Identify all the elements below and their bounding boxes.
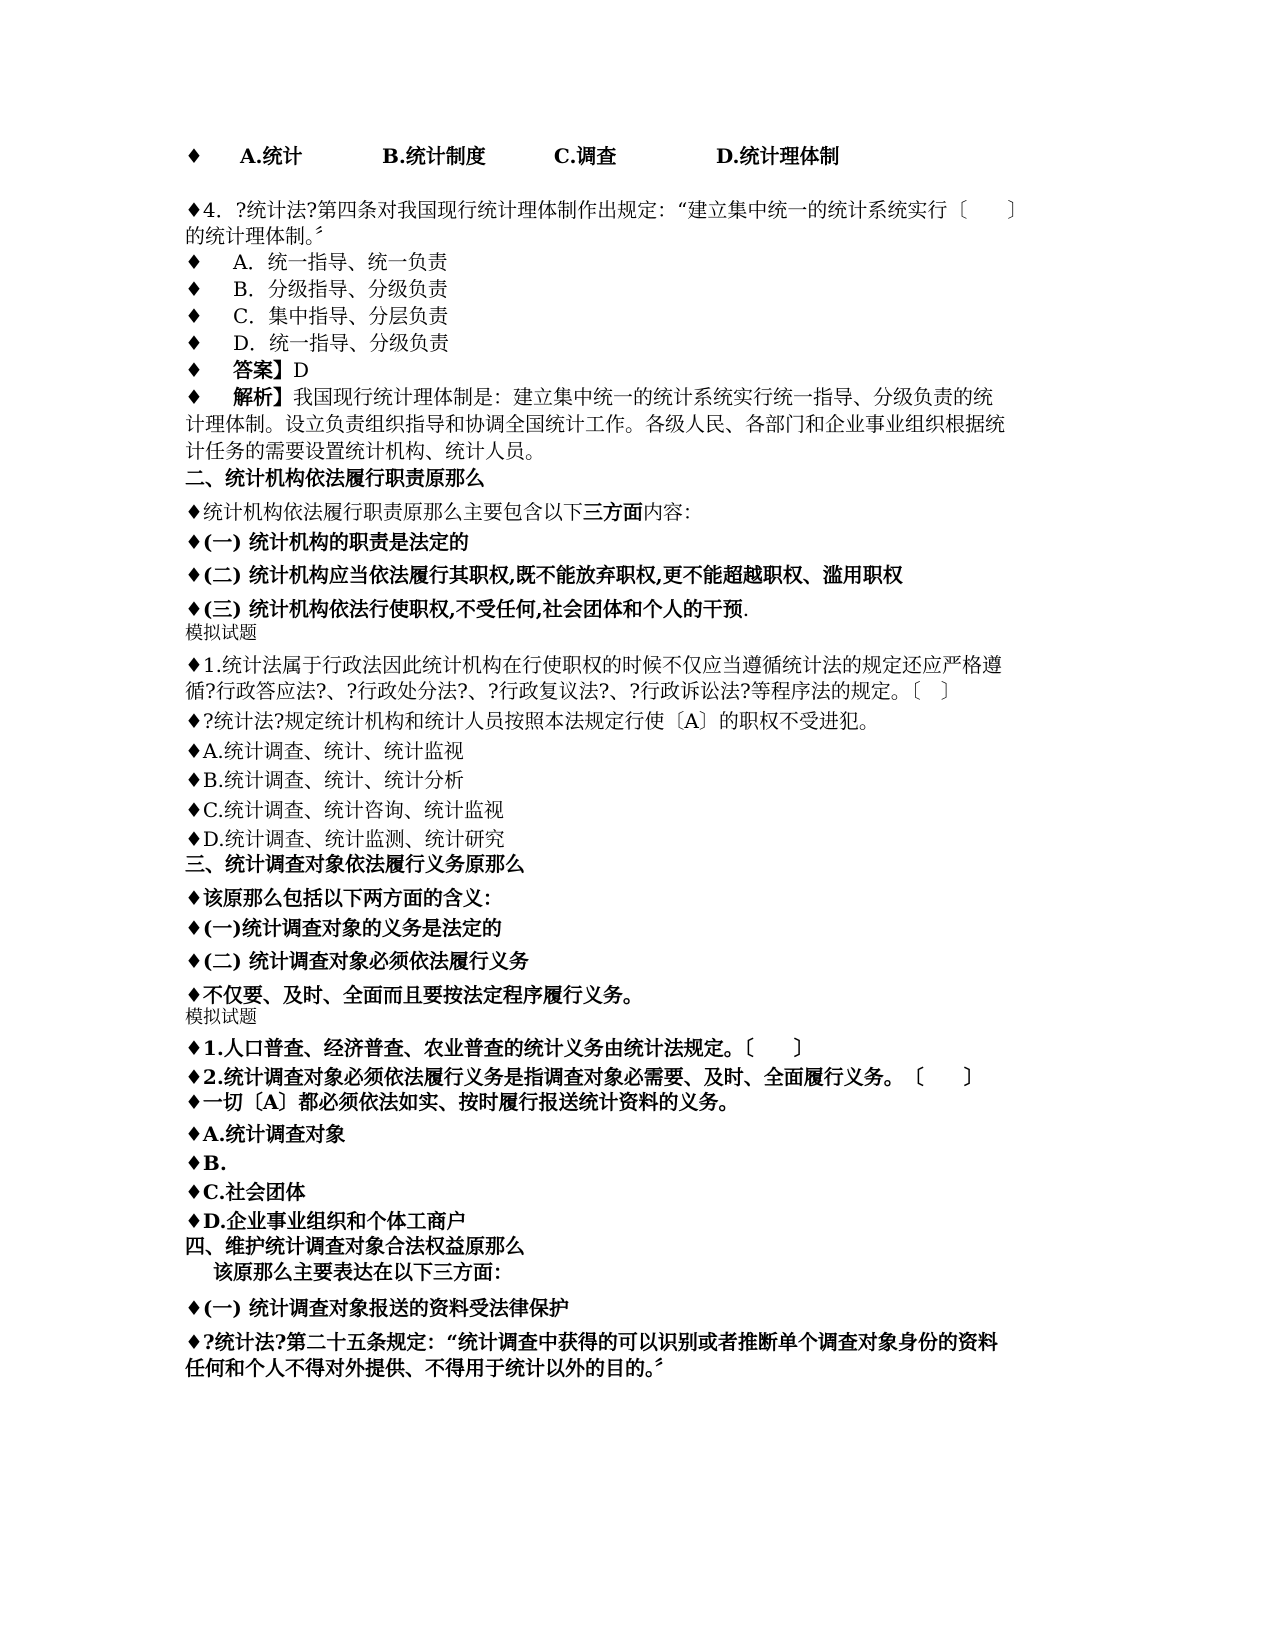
q4-analysis-line2: 计理体制。设立负责组织指导和协调全国统计工作。各级人民、各部门和企业事业组织根据统: [185, 412, 1005, 436]
section-4-intro: 该原那么主要表达在以下三方面：: [213, 1260, 513, 1284]
section-4-point-2-line1: ♦?统计法?第二十五条规定：“统计调查中获得的可以识别或者推断单个调查对象身份的资料: [185, 1330, 998, 1354]
q4-option-b: [185, 275, 448, 303]
option-b: B.统计制度: [381, 144, 486, 168]
bullet: ♦: [185, 250, 203, 274]
option-text: C．集中指导、分层负责: [233, 304, 449, 328]
section-4-point-1: ♦(一) 统计调查对象报送的资料受法律保护: [185, 1296, 569, 1320]
section-3-point-3: ♦不仅要、及时、全面而且要按法定程序履行义务。: [185, 983, 643, 1007]
q4-answer: [185, 356, 309, 384]
intro-emphasis: 三方面: [582, 500, 643, 524]
section-3-intro: ♦该原那么包括以下两方面的含义：: [185, 886, 503, 910]
section-3-q2: ♦2.统计调查对象必须依法履行义务是指调查对象必需要、及时、全面履行义务。 〔 〕: [185, 1065, 984, 1089]
section-2-option-c: ♦C.统计调查、统计咨询、统计监视: [185, 798, 504, 822]
q4-option-d: [185, 329, 449, 357]
section-2-point-2: ♦(二) 统计机构应当依法履行其职权,既不能放弃职权,更不能超越职权、滥用职权: [185, 563, 903, 587]
q4-question-line2: 的统计理体制。〞: [185, 224, 335, 248]
option-text: D．统一指导、分级负责: [233, 331, 450, 355]
section-2-q1-line2: 循?行政答应法?、?行政处分法?、?行政复议法?、?行政诉讼法?等程序法的规定。〔 〕: [185, 679, 961, 703]
q4-analysis-line1: [185, 383, 993, 411]
section-3-option-d: ♦D.企业事业组织和个体工商户: [185, 1209, 467, 1233]
option-a: A.统计: [239, 144, 303, 168]
section-3-option-b: ♦B.: [185, 1151, 227, 1175]
answer-label: 答案】: [233, 358, 293, 382]
q3-options-row: [185, 142, 839, 170]
section-2-point-1: ♦(一) 统计机构的职责是法定的: [185, 530, 469, 554]
section-3-option-c: ♦C.社会团体: [185, 1180, 306, 1204]
section-2-option-b: ♦B.统计调查、统计、统计分析: [185, 768, 464, 792]
point-text: ♦(三) 统计机构依法行使职权,不受任何,社会团体和个人的干预: [185, 597, 743, 621]
option-text: B．分级指导、分级负责: [233, 277, 448, 301]
section-3-q1: ♦1.人口普查、经济普查、农业普查的统计义务由统计法规定。〔 〕: [185, 1036, 814, 1060]
section-3-option-a: ♦A.统计调查对象: [185, 1122, 346, 1146]
answer-value: D: [293, 358, 310, 382]
section-2-option-a: ♦A.统计调查、统计、统计监视: [185, 739, 464, 763]
q4-option-a: [185, 248, 447, 276]
section-2-intro: [185, 498, 703, 526]
q4-analysis-line3: 计任务的需要设置统计机构、统计人员。: [185, 439, 545, 463]
section-2-heading: 二、统计机构依法履行职责原那么: [185, 466, 485, 490]
bullet: ♦: [185, 304, 203, 328]
bullet: ♦: [185, 277, 203, 301]
section-3-q3: ♦一切〔A〕都必须依法如实、按时履行报送统计资料的义务。: [185, 1090, 739, 1114]
section-3-heading: 三、统计调查对象依法履行义务原那么: [185, 852, 525, 876]
section-3-point-2: ♦(二) 统计调查对象必须依法履行义务: [185, 949, 529, 973]
section-2-q2: ♦?统计法?规定统计机构和统计人员按照本法规定行使〔A〕的职权不受进犯。: [185, 709, 879, 733]
section-2-option-d: ♦D.统计调查、统计监测、统计研究: [185, 827, 505, 851]
analysis-text: 我国现行统计理体制是：建立集中统一的统计系统实行统一指导、分级负责的统: [293, 385, 993, 409]
bullet: ♦: [185, 331, 203, 355]
section-3-mock-label: 模拟试题: [185, 1007, 257, 1028]
bullet: ♦: [185, 144, 203, 168]
section-4-heading: 四、维护统计调查对象合法权益原那么: [185, 1234, 525, 1258]
section-4-point-2-line2: 任何和个人不得对外提供、不得用于统计以外的目的。〞: [185, 1356, 675, 1380]
section-3-point-1: ♦(一)统计调查对象的义务是法定的: [185, 916, 502, 940]
section-2-q1-line1: ♦1.统计法属于行政法因此统计机构在行使职权的时候不仅应当遵循统计法的规定还应严格遵: [185, 653, 1003, 677]
option-text: A．统一指导、统一负责: [233, 250, 448, 274]
analysis-label: 解析】: [233, 385, 293, 409]
bullet: ♦: [185, 358, 203, 382]
intro-text: ♦统计机构依法履行职责原那么主要包含以下: [185, 500, 583, 524]
option-c: C.调查: [553, 144, 617, 168]
section-2-point-3: [185, 595, 749, 623]
q4-option-c: [185, 302, 448, 330]
bullet: ♦: [185, 385, 203, 409]
section-2-mock-label: 模拟试题: [185, 623, 257, 644]
q4-question-line1: ♦4．?统计法?第四条对我国现行统计理体制作出规定：“建立集中统一的统计系统实行〔 〕: [185, 198, 1028, 222]
intro-text: 内容：: [642, 500, 703, 524]
option-d: D.统计理体制: [715, 144, 840, 168]
point-end: .: [742, 597, 750, 621]
